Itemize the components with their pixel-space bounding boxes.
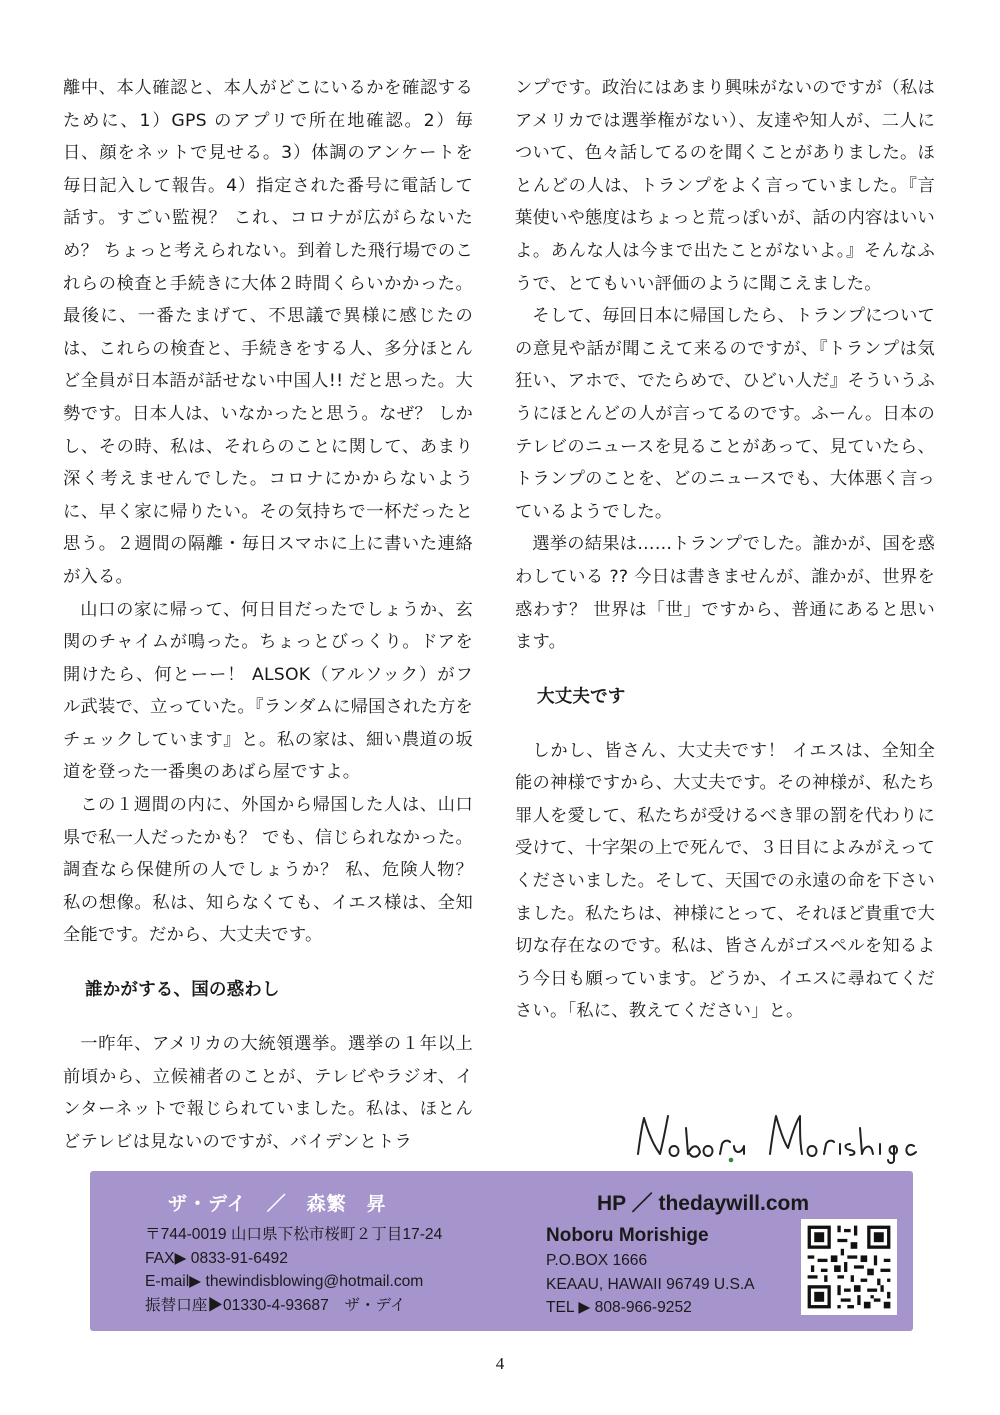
homepage-link[interactable]: HP ／ thedaywill.com: [597, 1192, 809, 1215]
left-column: [63, 72, 473, 1158]
postal-address: 〒744-0019 山口県下松市桜町２丁目17-24: [145, 1226, 443, 1243]
right-column: [515, 72, 935, 1028]
paragraph: 一昨年、アメリカの大統領選挙。選挙の１年以上前頃から、立候補者のことが、テレビやラジオ、インターネットで報じられていました。私は、ほとんどテレビは見ないのですが、バイデンとトラ: [63, 1034, 473, 1152]
paragraph: 離中、本人確認と、本人がどこにいるかを確認するために、1）GPS のアプリで所在地確認。2）毎日、顔をネットで見せる。3）体調のアンケートを毎日記入して報告。4）指定された番号に電話して話す。すごい監視？ これ、コロナが広がらないため？ ちょっと考えられない。到着した飛行場でのこれらの検査と手続きに大体２時間くらいかかった。最後に、一番たまげて、不思議で異様に感じたのは、これらの検査と、手続きをする人、多分ほとんど全員が日本語が話せない中国人!! だと思った。大勢です。日本人は、いなかったと思う。なぜ？ しかし、その時、私は、それらのことに関して、あまり深く考えませんでした。コロナにかからないように、早く家に帰りたい。その気持ちで一杯だったと思う。２週間の隔離・毎日スマホに上に書いた連絡が入る。: [63, 78, 473, 587]
us-phone: TEL ▶ 808-966-9252: [546, 1299, 692, 1316]
paragraph: この１週間の内に、外国から帰国した人は、山口県で私一人だったかも？ でも、信じられなかった。調査なら保健所の人でしょうか？ 私、危険人物？ 私の想像。私は、知らなくても、イエス様は、全知全能です。だから、大丈夫です。: [63, 795, 473, 946]
handwritten-signature: [630, 1108, 920, 1164]
japan-address-block: [145, 1223, 442, 1317]
page-number: 4: [495, 1354, 505, 1373]
bank-transfer-account: 振替口座▶01330-4-93687 ザ・デイ: [145, 1296, 406, 1314]
qr-code[interactable]: [801, 1219, 897, 1315]
us-pobox: P.O.BOX 1666: [546, 1252, 648, 1269]
fax-number: FAX▶ 0833-91-6492: [145, 1249, 288, 1267]
section-heading: 大丈夫です: [537, 686, 626, 707]
paragraph: 選挙の結果は……トランプでした。誰かが、国を惑わしている ?? 今日は書きませんが、誰かが、世界を惑わす？ 世界は「世」ですから、普通にあると思います。: [515, 534, 935, 653]
us-name: Noboru Morishige: [546, 1225, 709, 1246]
section-heading: 誰かがする、国の惑わし: [85, 980, 280, 1001]
us-city: KEAAU, HAWAII 96749 U.S.A: [546, 1275, 755, 1293]
email-link[interactable]: E-mail▶ thewindisblowing@hotmail.com: [145, 1273, 424, 1290]
footer-title: ザ・デイ ／ 森繁 昇: [168, 1194, 387, 1215]
paragraph: しかし、皆さん、大丈夫です！ イエスは、全知全能の神様ですから、大丈夫です。その神様が、私たち罪人を愛して、私たちが受けるべき罪の罰を代わりに受けて、十字架の上で死んで、３日目によみがえってくださいました。そして、天国での永遠の命を下さいました。私たちは、神様にとって、それほど貴重で大切な存在なのです。私は、皆さんがゴスペルを知るよう今日も願っています。どうか、イエスに尋ねてください。「私に、教えてください」と。: [515, 740, 935, 1022]
paragraph: 山口の家に帰って、何日目だったでしょうか、玄関のチャイムが鳴った。ちょっとびっくり。ドアを開けたら、何とーー！ ALSOK（アルソック）がフル武装で、立っていた。『ランダムに帰国された方をチェックしています』と。私の家は、細い農道の坂道を登った一番奥のあばら屋ですよ。: [63, 599, 473, 783]
paragraph: そして、毎回日本に帰国したら、トランプについての意見や話が聞こえて来るのですが、『トランプは気狂い、アホで、でたらめで、ひどい人だ』そういうふうにほとんどの人が言ってるのです。ふーん。日本のテレビのニュースを見ることがあって、見ていたら、トランプのことを、どのニュースでも、大体悪く言っているようでした。: [515, 306, 935, 522]
qr-code-icon: [801, 1219, 897, 1315]
paragraph: ンプです。政治にはあまり興味がないのですが（私はアメリカでは選挙権がない）、友達や知人が、二人について、色々話してるのを聞くことがありました。ほとんどの人は、トランプをよく言っていました。『言葉使いや態度はちょっと荒っぽいが、話の内容はいいよ。あんな人は今まで出たことがないよ。』そんなふうで、とてもいい評価のように聞こえました。: [515, 78, 935, 294]
contact-footer: [90, 1171, 913, 1331]
us-address-block: [546, 1223, 755, 1320]
